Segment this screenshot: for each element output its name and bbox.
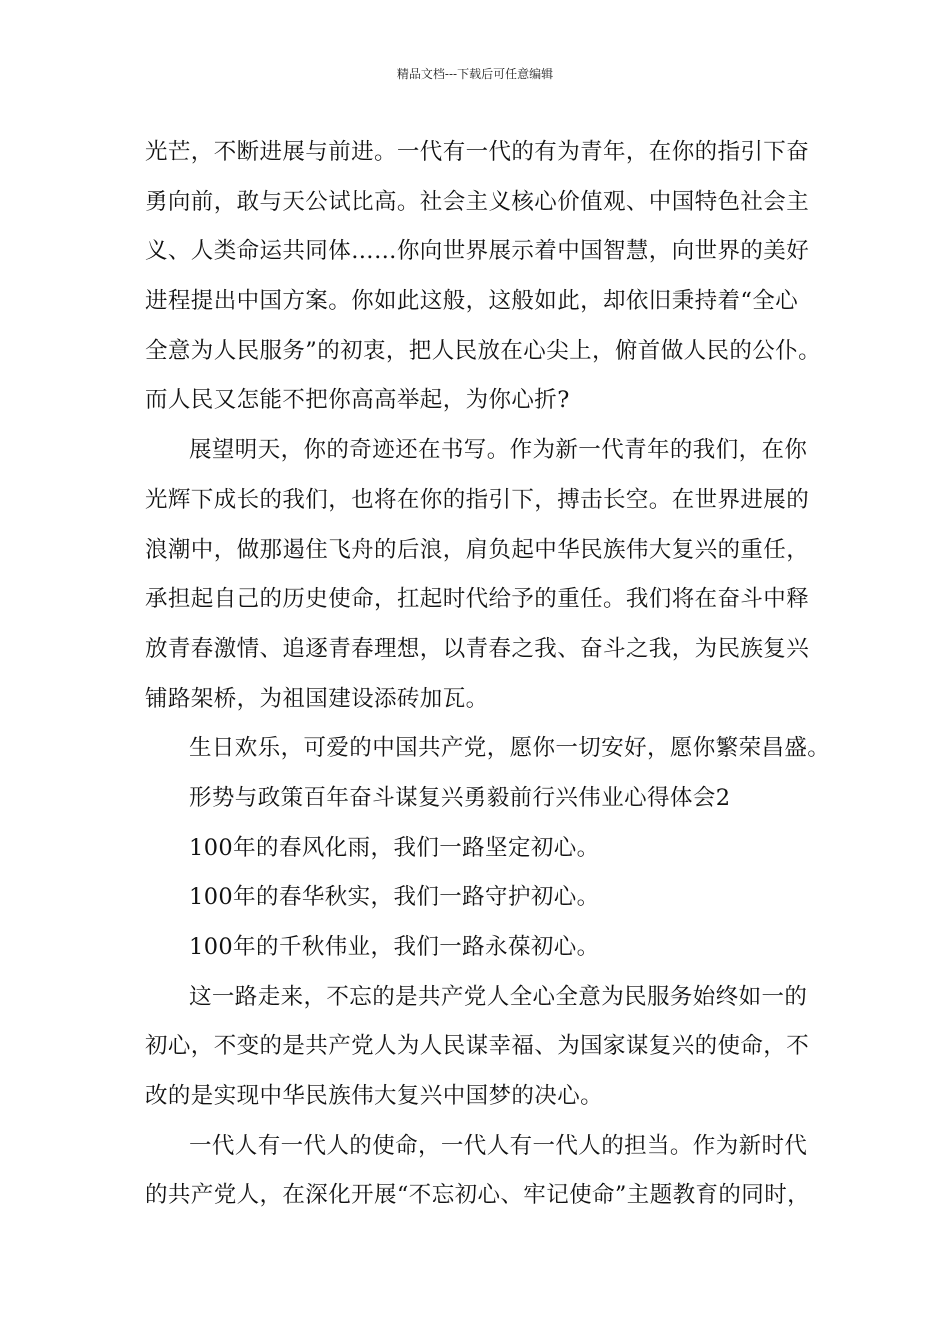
- text-line: 铺路架桥，为祖国建设添砖加瓦。: [145, 685, 489, 712]
- text-line: 光芒，不断进展与前进。一代有一代的有为青年，在你的指引下奋: [145, 139, 810, 165]
- text-line: 生日欢乐，可爱的中国共产党，愿你一切安好，愿你繁荣昌盛。: [189, 735, 831, 762]
- text-line: 一代人有一代人的使命，一代人有一代人的担当。作为新时代: [189, 1132, 808, 1159]
- text-line: 100年的千秋伟业，我们一路永葆初心。: [189, 934, 600, 960]
- text-line: 放青春激情、追逐青春理想，以青春之我、奋斗之我，为民族复兴: [145, 635, 810, 662]
- text-line: 而人民又怎能不把你高高举起，为你心折?: [145, 387, 570, 414]
- text-line: 义、人类命运共同体……你向世界展示着中国智慧，向世界的美好: [145, 238, 810, 265]
- text-line: 改的是实现中华民族伟大复兴中国梦的决心。: [145, 1083, 604, 1110]
- text-line: 光辉下成长的我们，也将在你的指引下，搏击长空。在世界进展的: [145, 486, 810, 513]
- text-line: 这一路走来，不忘的是共产党人全心全意为民服务始终如一的: [189, 983, 808, 1010]
- text-line: 承担起自己的历史使命，扛起时代给予的重任。我们将在奋斗中释: [145, 586, 810, 613]
- text-line: 全意为人民服务”的初衷，把人民放在心尖上，俯首做人民的公仆。: [145, 337, 822, 364]
- text-line: 勇向前，敢与天公试比高。社会主义核心价值观、中国特色社会主: [145, 188, 810, 215]
- text-line: 100年的春华秋实，我们一路守护初心。: [189, 884, 600, 911]
- text-line: 100年的春风化雨，我们一路坚定初心。: [189, 834, 600, 861]
- page-header: 精品文档---下载后可任意编辑: [396, 67, 554, 81]
- body-text: [145, 128, 831, 1221]
- text-line: 初心，不变的是共产党人为人民谋幸福、为国家谋复兴的使命，不: [145, 1033, 810, 1060]
- section-title: 形势与政策百年奋斗谋复兴勇毅前行兴伟业心得体会2: [189, 784, 731, 811]
- text-line: 的共产党人，在深化开展“不忘初心、牢记使命”主题教育的同时，: [145, 1182, 811, 1209]
- text-line: 进程提出中国方案。你如此这般，这般如此，却依旧秉持着“全心: [145, 288, 799, 315]
- text-line: 展望明天，你的奇迹还在书写。作为新一代青年的我们，在你: [189, 437, 808, 464]
- text-line: 浪潮中，做那遏住飞舟的后浪，肩负起中华民族伟大复兴的重任，: [145, 536, 810, 563]
